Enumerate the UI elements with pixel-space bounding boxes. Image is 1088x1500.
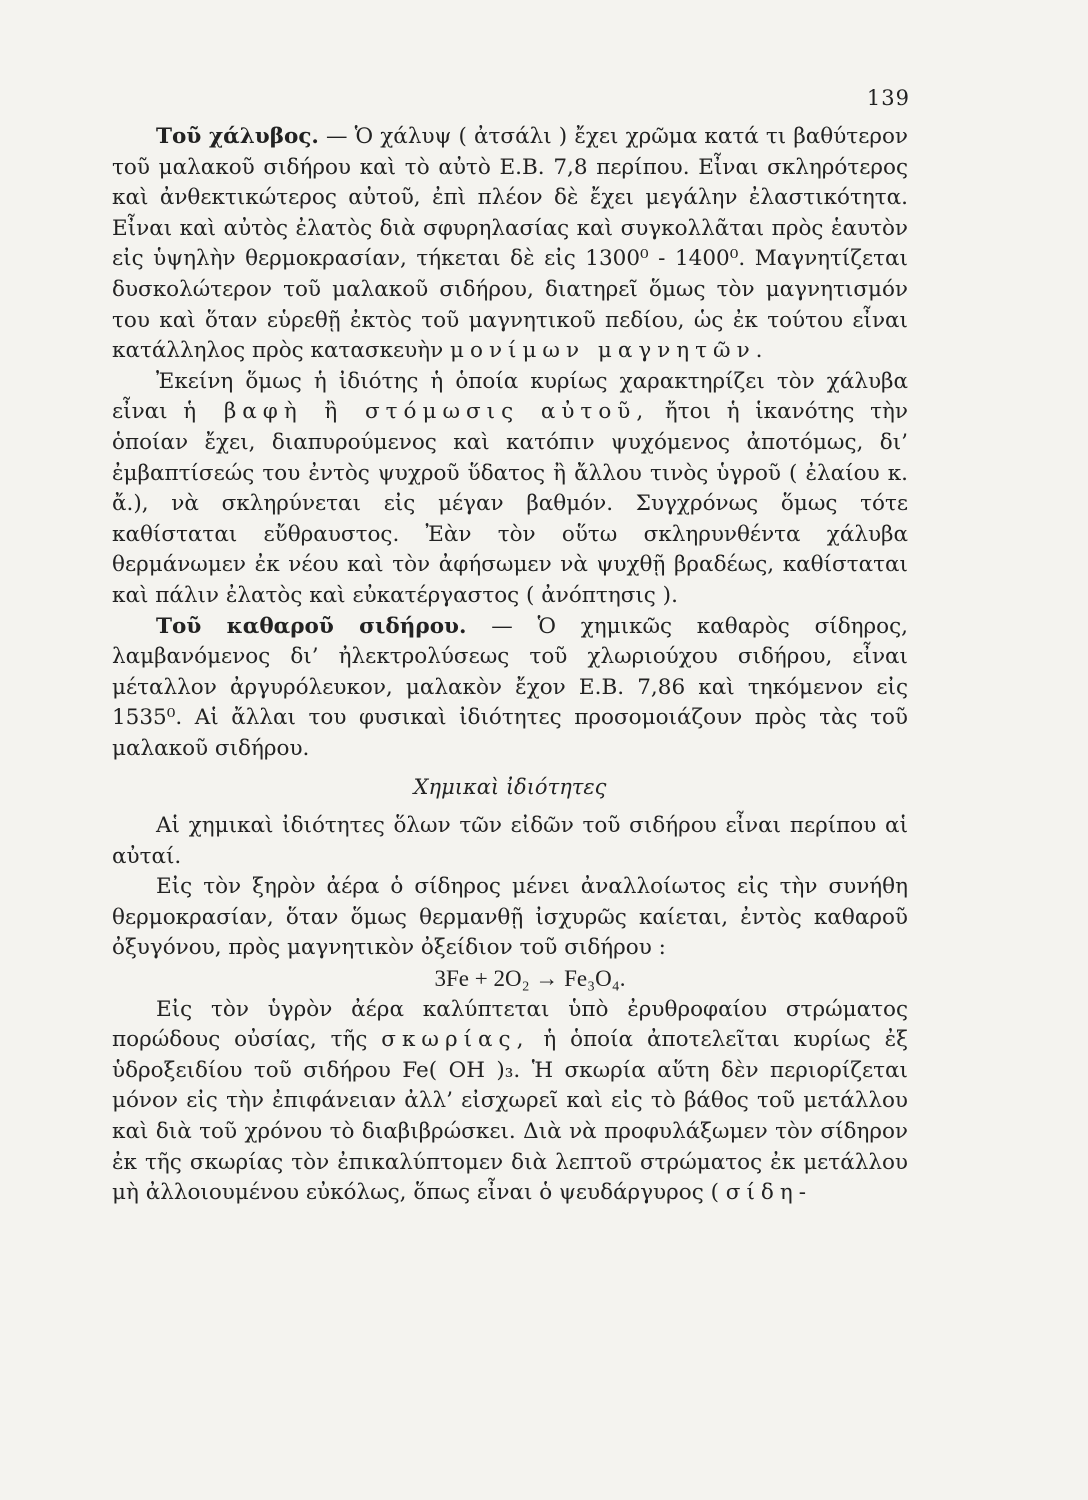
paragraph-steel [112, 122, 908, 367]
heading-pure-iron: Τοῦ καθαροῦ σιδήρου. [156, 613, 467, 639]
rust-emphasis-2: σίδη- [725, 1180, 812, 1206]
chemical-equation: 3Fe + 2O₂ → Fe₃O₄. [434, 966, 626, 992]
heading-steel: Τοῦ χάλυβος. [156, 124, 319, 149]
steel-emphasis: μονίμων μαγνητῶν. [450, 338, 769, 364]
pure-iron-text: — Ὁ χημικῶς καθαρὸς σίδηρος, λαμβανόμενος δι’ ἠλεκτρολύσεως τοῦ χλωριούχου σιδήρου, εἶναι μέταλλον ἀργυρόλευκον, μαλακὸν ἔχον Ε.Β. 7,86 καὶ τηκόμενον εἰς 1535⁰. Αἱ ἄλλαι του φυσικαὶ ἰδιότητες προσομοιάζουν πρὸς τὰς τοῦ μαλακοῦ σιδήρου. [112, 613, 908, 761]
rust-emphasis: σκωρίας, [381, 1027, 530, 1053]
tempering-text-1: Ἐκείνη ὅμως ἡ ἰδιότης ἡ ὁποία κυρίως χαρακτηρίζει τὸν χάλυβα εἶναι [112, 368, 908, 425]
tempering-text-2: ἤτοι ἡ ἱκανότης τὴν ὁποίαν ἔχει, διαπυρούμενος καὶ κατόπιν ψυχόμενος ἀποτόμως, δι’ ἐμβαπτίσεώς του ἐντὸς ψυχροῦ ὕδατος ἢ ἄλλου τινὸς ὑγροῦ ( ἐλαίου κ. ἄ.), νὰ σκληρύνεται εἰς μέγαν βαθμόν. Συγχρόνως ὅμως τότε καθίσταται εὔθραυστος. Ἐὰν τὸν οὕτω σκληρυνθέντα χάλυβα θερμάνωμεν ἐκ νέου καὶ τὸν ἀφήσωμεν νὰ ψυχθῇ βραδέως, καθίσταται καὶ πάλιν ἐλατὸς καὶ εὐκατέργαστος ( ἀνόπτησις ). [112, 399, 909, 608]
steel-text: — Ὁ χάλυψ ( ἀτσάλι ) ἔχει χρῶμα κατά τι βαθύτερον τοῦ μαλακοῦ σιδήρου καὶ τὸ αὐτὸ Ε.Β. 7,8 περίπου. Εἶναι σκληρότερος καὶ ἀνθεκτικώτερος αὐτοῦ, ἐπὶ πλέον δὲ ἔχει μεγάλην ἐλαστικότητα. Εἶναι καὶ αὐτὸς ἐλατὸς διὰ σφυρηλασίας καὶ συγκολλᾶται πρὸς ἑαυτὸν εἰς ὑψηλὴν θερμοκρασίαν, τήκεται δὲ εἰς 1300⁰ - 1400⁰. Μαγνητίζεται δυσκολώτερον τοῦ μαλακοῦ σιδήρου, διατηρεῖ ὅμως τὸν μαγνητισμόν του καὶ ὅταν εὑρεθῇ ἐκτὸς τοῦ μαγνητικοῦ πεδίου, ὡς ἐκ τούτου εἶναι κατάλληλος πρὸς κατασκευὴν [112, 124, 908, 364]
tempering-emphasis: ἡ βαφὴ ἢ στόμωσις αὐτοῦ, [183, 399, 650, 425]
paragraph-rust [112, 995, 908, 1209]
page-body [112, 122, 908, 1209]
page-number: 139 [866, 86, 910, 110]
paragraph-pure-iron [112, 612, 908, 765]
rust-text-2: ἡ ὁποία ἀποτελεῖται κυρίως ἐξ ὑδροξειδίου τοῦ σιδήρου Fe( OH )₃. Ἡ σκωρία αὕτη δὲν περιορίζεται μόνον εἰς τὴν ἐπιφάνειαν ἀλλ’ εἰσχωρεῖ καὶ εἰς τὸ βάθος τοῦ μετάλλου καὶ διὰ τοῦ χρόνου τὸ διαβιβρώσκει. Διὰ νὰ προφυλάξωμεν τὸν σίδηρον ἐκ τῆς σκωρίας τὸν ἐπικαλύπτομεν διὰ λεπτοῦ στρώματος ἐκ μετάλλου μὴ ἀλλοιουμένου εὐκόλως, ὅπως εἶναι ὁ ψευδάργυρος ( [112, 1027, 908, 1206]
rust-text-1: Εἰς τὸν ὑγρὸν ἀέρα καλύπτεται ὑπὸ ἐρυθροφαίου στρώματος πορώδους οὐσίας, τῆς [112, 996, 908, 1053]
paragraph-dry-air: Εἰς τὸν ξηρὸν ἀέρα ὁ σίδηρος μένει ἀναλλοίωτος εἰς τὴν συνήθη θερμοκρασίαν, ὅταν ὅμως θερμανθῇ ἰσχυρῶς καίεται, ἐντὸς καθαροῦ ὀξυγόνου, πρὸς μαγνητικὸν ὀξείδιον τοῦ σιδήρου : [112, 874, 908, 961]
section-title: Χημικαὶ ἰδιότητες [413, 775, 607, 800]
paragraph-tempering [112, 367, 908, 612]
paragraph-chemical-intro: Αἱ χημικαὶ ἰδιότητες ὅλων τῶν εἰδῶν τοῦ σιδήρου εἶναι περίπου αἱ αὐταί. [112, 813, 908, 869]
